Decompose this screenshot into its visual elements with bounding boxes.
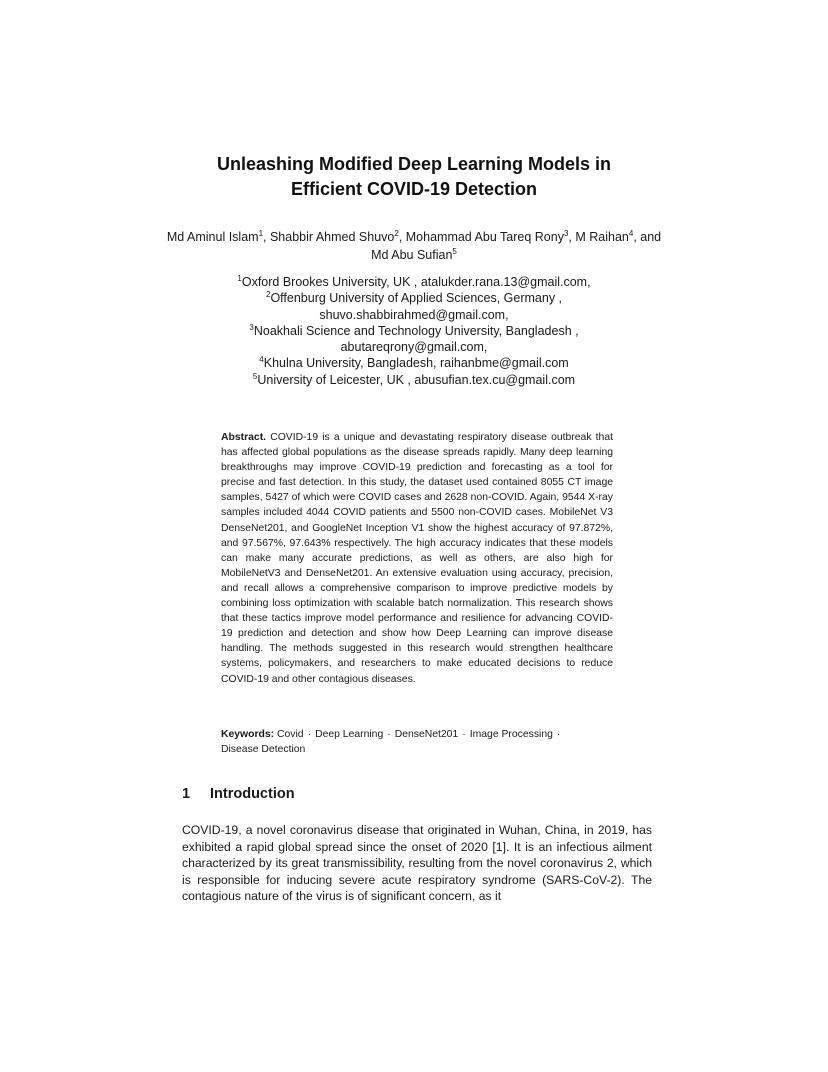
abstract-text: COVID-19 is a unique and devastating respiratory disease outbreak that has affected global populations as the disease spreads rapidly. Many deep learning breakthroughs may improve COVID-19 prediction and forecasting as a tool for precise and fast detection. In this study, the dataset used contained 8055 CT image samples, 5427 of which were COVID cases and 2628 non-COVID. Again, 9544 X-ray samples included 4044 COVID patients and 5500 non-COVID cases. MobileNet V3 DenseNet201, and GoogleNet Inception V1 show the highest accuracy of 97.872%, and 97.567%, 97.643% respectively. The high accuracy indicates that these models can make many accurate predictions, as well as others, are also high for MobileNetV3 and DenseNet201. An extensive evaluation using accuracy, precision, and recall allows a comprehensive comparison to improve predictive models by combining loss optimization with scalable batch normalization. This research shows that these tactics improve model performance and resilience for advancing COVID-19 prediction and detection and show how Deep Learning can improve disease handling. The methods suggested in this research would strengthen healthcare systems, policymakers, and researchers to make educated decisions to reduce COVID-19 and other contagious diseases. <box>221 432 613 685</box>
affiliation-text: abutareqrony@gmail.com, <box>340 340 488 355</box>
affiliation-mark: 4 <box>259 355 264 365</box>
author-affiliation-mark: 3 <box>563 228 569 238</box>
keyword-separator: · <box>307 729 312 740</box>
keyword: Disease Detection <box>221 744 306 756</box>
author-name: Md Abu Sufian <box>371 248 453 262</box>
keyword: Deep Learning <box>315 729 384 740</box>
introduction-paragraph: COVID-19, a novel coronavirus disease that originated in Wuhan, China, in 2019, has exhibited a rapid global spread since the onset of 2020 [1]. It is an infectious ailment characterized by its great transmissibility, resulting from the novel coronavirus 2, which is responsible for inducing severe acute respiratory syndrome (SARS-CoV-2). The contagious nature of the virus is of significant concern, as it <box>182 823 652 903</box>
affiliation-mark: 2 <box>265 290 271 300</box>
affiliation-line <box>160 290 668 306</box>
keyword: Covid <box>277 729 304 740</box>
section-title: Introduction <box>210 786 295 802</box>
author-affiliation-mark: 5 <box>452 246 457 256</box>
affiliation-mark: 5 <box>252 371 258 381</box>
affiliation-line <box>160 323 668 339</box>
title-line-2: Efficient COVID-19 Detection <box>290 179 538 199</box>
keyword: DenseNet201 <box>394 729 459 740</box>
affiliation-mark: 1 <box>237 273 242 283</box>
author-affiliation-mark: 2 <box>394 228 399 238</box>
paper-title <box>150 152 678 202</box>
affiliation-text: Khulna University, Bangladesh, raihanbme@gmail.com <box>263 356 569 371</box>
abstract-label: Abstract. <box>221 432 267 443</box>
affiliation-mark: 3 <box>249 322 254 332</box>
author-name: Md Aminul Islam <box>166 230 259 244</box>
author-separator: , <box>398 230 406 244</box>
author-name: M Raihan <box>575 230 629 244</box>
affiliation-text: University of Leicester, UK , abusufian.tex.cu@gmail.com <box>257 372 576 387</box>
affiliation-text: shuvo.shabbirahmed@gmail.com, <box>319 307 509 322</box>
section-heading <box>182 784 652 804</box>
affiliation-text: Offenburg University of Applied Sciences, Germany , <box>270 291 563 306</box>
affiliation-line <box>160 372 668 388</box>
affiliation-list <box>160 274 668 388</box>
affiliation-text: Oxford Brookes University, UK , atalukder.rana.13@gmail.com, <box>241 275 591 289</box>
affiliation-line <box>160 307 668 323</box>
affiliation-line <box>160 339 668 355</box>
keyword-separator: · <box>387 729 391 740</box>
keyword-separator: · <box>556 729 561 740</box>
author-list <box>160 228 668 264</box>
author-separator: , <box>568 230 576 244</box>
section-number: 1 <box>182 786 191 802</box>
abstract <box>221 430 613 687</box>
keywords-label: Keywords: <box>221 729 275 740</box>
affiliation-line <box>160 355 668 371</box>
author-affiliation-mark: 1 <box>258 228 264 238</box>
author-name: Shabbir Ahmed Shuvo <box>269 230 395 244</box>
affiliation-line <box>160 274 668 290</box>
keywords <box>221 727 613 757</box>
author-affiliation-mark: 4 <box>628 228 634 238</box>
author-name: Mohammad Abu Tareq Rony <box>405 230 564 244</box>
affiliation-text: Noakhali Science and Technology University, Bangladesh , <box>253 323 579 338</box>
author-separator: , and <box>633 230 662 244</box>
title-line-1: Unleashing Modified Deep Learning Models in <box>216 154 612 174</box>
author-separator: , <box>263 230 270 244</box>
keyword-separator: · <box>462 729 466 740</box>
keyword: Image Processing <box>469 729 553 740</box>
